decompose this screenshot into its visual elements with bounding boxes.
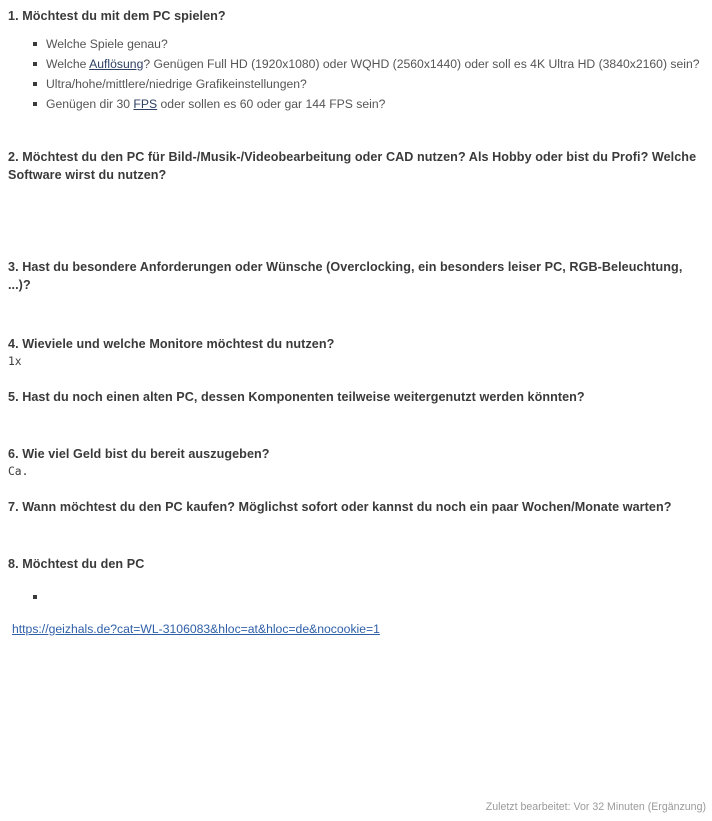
question-heading-7: 7. Wann möchtest du den PC kaufen? Möglichst sofort oder kannst du noch ein paar Wochen/Monate warten? — [8, 500, 672, 514]
spacer — [8, 607, 706, 620]
spacer — [8, 184, 706, 258]
list-item — [8, 94, 706, 114]
question-heading-6: 6. Wie viel Geld bist du bereit auszugeben? — [8, 447, 270, 461]
list-item — [8, 587, 706, 607]
question-8-bullet-list — [8, 587, 706, 607]
list-item — [8, 74, 706, 94]
last-edited-note: Zuletzt bearbeitet: Vor 32 Minuten (Ergänzung) — [485, 801, 706, 813]
list-item-text-prefix: Welche — [46, 57, 90, 71]
question-heading-1: 1. Möchtest du mit dem PC spielen? — [8, 9, 226, 23]
spacer — [8, 370, 706, 388]
spacer — [8, 114, 706, 148]
geizhals-url-link[interactable]: https://geizhals.de?cat=WL-3106083&hloc=at&hloc=de&nocookie=1 — [12, 622, 380, 636]
question-1-bullet-list — [8, 34, 706, 114]
question-heading-8: 8. Möchtest du den PC — [8, 557, 145, 571]
list-item-text: Ultra/hohe/mittlere/niedrige Grafikeinstellungen? — [46, 77, 307, 91]
spacer — [8, 516, 706, 555]
spacer — [8, 294, 706, 335]
spacer — [8, 406, 706, 445]
spacer — [8, 480, 706, 498]
list-item-text-suffix: ? Genügen Full HD (1920x1080) oder WQHD (2560x1440) oder soll es 4K Ultra HD (3840x2160) sein? — [143, 57, 700, 71]
spacer — [8, 573, 706, 587]
spacer — [8, 25, 706, 34]
list-item-text-prefix: Genügen dir 30 — [46, 97, 134, 111]
question-heading-3: 3. Hast du besondere Anforderungen oder Wünsche (Overclocking, ein besonders leiser PC, RGB-Beleuchtung, ...)? — [8, 260, 683, 292]
question-heading-4: 4. Wieviele und welche Monitore möchtest du nutzen? — [8, 337, 335, 351]
list-item — [8, 34, 706, 54]
fps-link[interactable]: FPS — [133, 97, 158, 111]
list-item — [8, 54, 706, 74]
question-4-answer: 1x — [8, 355, 22, 368]
list-item-text: Welche Spiele genau? — [46, 37, 168, 51]
resolution-link[interactable]: Auflösung — [89, 57, 144, 71]
question-heading-5: 5. Hast du noch einen alten PC, dessen Komponenten teilweise weitergenutzt werden könnten? — [8, 390, 585, 404]
url-row — [8, 620, 706, 638]
list-item-text-suffix: oder sollen es 60 oder gar 144 FPS sein? — [157, 97, 386, 111]
question-heading-2: 2. Möchtest du den PC für Bild-/Musik-/Videobearbeitung oder CAD nutzen? Als Hobby oder bist du Profi? Welche Software wirst du nutzen? — [8, 150, 697, 182]
question-6-answer: Ca. — [8, 465, 29, 478]
